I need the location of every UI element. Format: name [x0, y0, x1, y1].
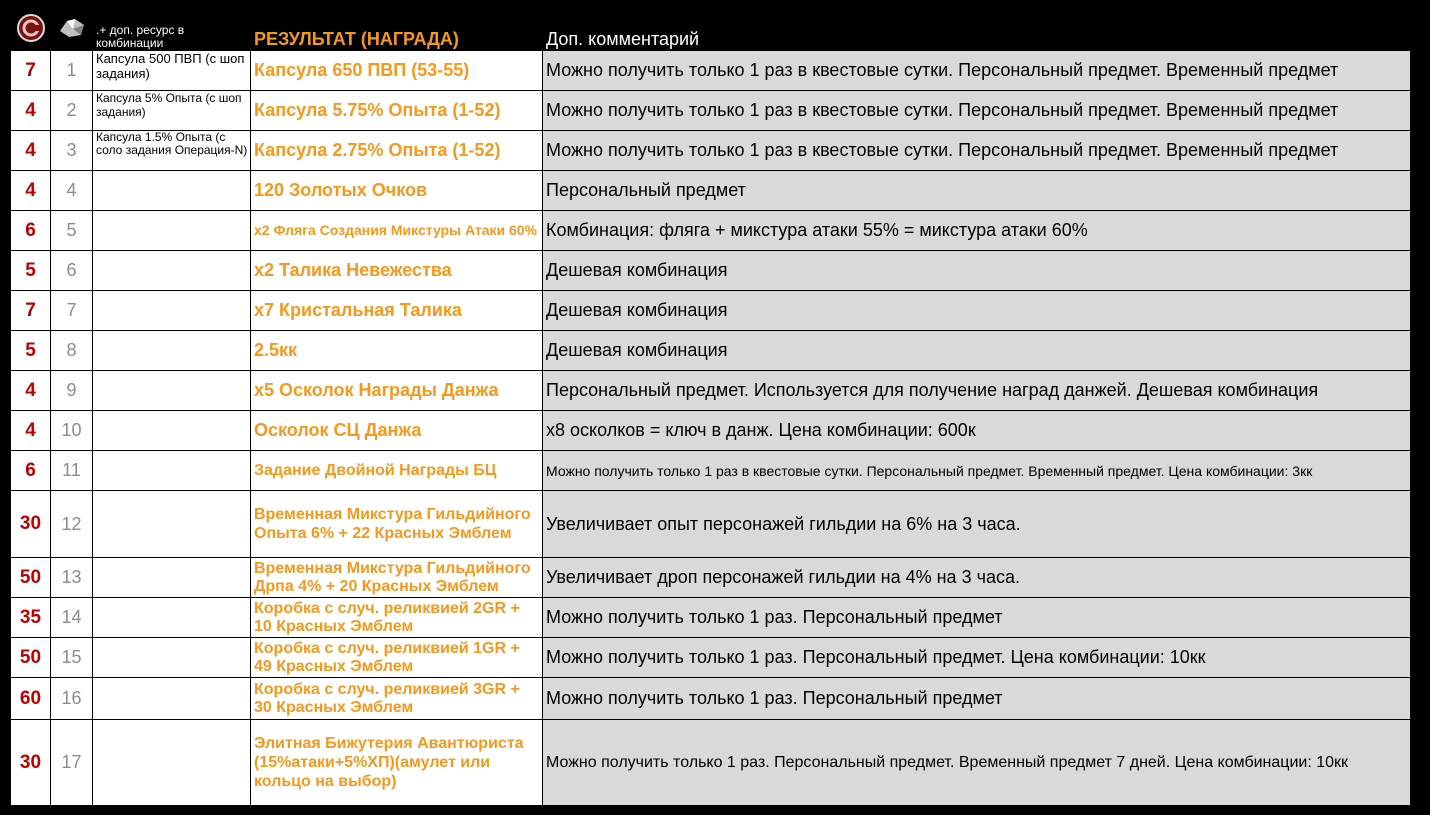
table-row — [11, 251, 1411, 291]
reward-cell: Осколок СЦ Данжа — [251, 411, 543, 451]
cost-cell: 30 — [11, 720, 51, 806]
index-cell: 14 — [51, 598, 93, 638]
cost-cell: 30 — [11, 491, 51, 558]
extra-resource-cell — [93, 171, 251, 211]
comment-cell: Увеличивает дроп персонажей гильдии на 4% на 3 часа. — [543, 558, 1411, 598]
index-cell: 6 — [51, 251, 93, 291]
comment-cell: Можно получить только 1 раз. Персональный предмет — [543, 678, 1411, 720]
reward-cell: x2 Фляга Создания Микстуры Атаки 60% — [251, 211, 543, 251]
comment-cell: Можно получить только 1 раз в квестовые сутки. Персональный предмет. Временный предмет — [543, 91, 1411, 131]
extra-resource-cell: Капсула 5% Опыта (с шоп задания) — [93, 91, 251, 131]
extra-resource-cell: Капсула 500 ПВП (с шоп задания) — [93, 51, 251, 91]
table-row — [11, 638, 1411, 678]
extra-resource-cell: Капсула 1.5% Опыта (с соло задания Операция-N) — [93, 131, 251, 171]
index-cell: 17 — [51, 720, 93, 806]
cost-cell: 4 — [11, 171, 51, 211]
table-row — [11, 558, 1411, 598]
extra-resource-cell — [93, 720, 251, 806]
index-cell: 9 — [51, 371, 93, 411]
index-cell: 5 — [51, 211, 93, 251]
extra-resource-cell — [93, 558, 251, 598]
index-cell: 2 — [51, 91, 93, 131]
index-cell: 3 — [51, 131, 93, 171]
reward-cell: 120 Золотых Очков — [251, 171, 543, 211]
comment-cell: Дешевая комбинация — [543, 331, 1411, 371]
comment-cell: Персональный предмет — [543, 171, 1411, 211]
reward-cell: x2 Талика Невежества — [251, 251, 543, 291]
extra-resource-cell — [93, 491, 251, 558]
index-cell: 8 — [51, 331, 93, 371]
table-row — [11, 678, 1411, 720]
comment-cell: Можно получить только 1 раз в квестовые сутки. Персональный предмет. Временный предмет. Цена комбинации: 3кк — [543, 451, 1411, 491]
comment-cell: Дешевая комбинация — [543, 251, 1411, 291]
extra-resource-cell — [93, 291, 251, 331]
cost-cell: 4 — [11, 371, 51, 411]
crystal-icon — [51, 11, 93, 51]
extra-resource-cell — [93, 211, 251, 251]
table-row — [11, 598, 1411, 638]
table-row — [11, 51, 1411, 91]
header-row — [11, 11, 1411, 51]
reward-cell: Элитная Бижутерия Авантюриста (15%атаки+5%ХП)(амулет или кольцо на выбор) — [251, 720, 543, 806]
reward-cell: Коробка с случ. реликвией 3GR + 30 Красных Эмблем — [251, 678, 543, 720]
extra-resource-cell — [93, 451, 251, 491]
index-cell: 1 — [51, 51, 93, 91]
table-row — [11, 411, 1411, 451]
table-row — [11, 131, 1411, 171]
extra-resource-cell — [93, 678, 251, 720]
comment-cell: Дешевая комбинация — [543, 291, 1411, 331]
cost-cell: 35 — [11, 598, 51, 638]
comment-cell: Можно получить только 1 раз. Персональный предмет. Временный предмет 7 дней. Цена комбинации: 10кк — [543, 720, 1411, 806]
reward-cell: Задание Двойной Награды БЦ — [251, 451, 543, 491]
cost-cell: 4 — [11, 91, 51, 131]
comment-cell: Увеличивает опыт персонажей гильдии на 6% на 3 часа. — [543, 491, 1411, 558]
cost-cell: 4 — [11, 411, 51, 451]
index-cell: 13 — [51, 558, 93, 598]
cost-cell: 5 — [11, 331, 51, 371]
cost-cell: 7 — [11, 51, 51, 91]
comment-cell: Персональный предмет. Используется для получение наград данжей. Дешевая комбинация — [543, 371, 1411, 411]
cost-cell: 50 — [11, 558, 51, 598]
header-comment: Доп. комментарий — [543, 11, 1411, 51]
cost-cell: 50 — [11, 638, 51, 678]
rewards-table — [10, 10, 1411, 806]
index-cell: 10 — [51, 411, 93, 451]
table-row — [11, 91, 1411, 131]
extra-resource-cell — [93, 598, 251, 638]
index-cell: 15 — [51, 638, 93, 678]
comment-cell: Можно получить только 1 раз. Персональный предмет — [543, 598, 1411, 638]
reward-cell: Временная Микстура Гильдийного Дрпа 4% + 20 Красных Эмблем — [251, 558, 543, 598]
index-cell: 16 — [51, 678, 93, 720]
table-row — [11, 720, 1411, 806]
reward-cell: Коробка с случ. реликвией 2GR + 10 Красных Эмблем — [251, 598, 543, 638]
cost-cell: 4 — [11, 131, 51, 171]
reward-cell: x5 Осколок Награды Данжа — [251, 371, 543, 411]
index-cell: 11 — [51, 451, 93, 491]
reward-cell: Капсула 650 ПВП (53-55) — [251, 51, 543, 91]
reward-cell: Временная Микстура Гильдийного Опыта 6% + 22 Красных Эмблем — [251, 491, 543, 558]
table-row — [11, 451, 1411, 491]
table-row — [11, 291, 1411, 331]
reward-cell: Капсула 2.75% Опыта (1-52) — [251, 131, 543, 171]
cost-cell: 5 — [11, 251, 51, 291]
index-cell: 12 — [51, 491, 93, 558]
comment-cell: Можно получить только 1 раз. Персональный предмет. Цена комбинации: 10кк — [543, 638, 1411, 678]
table-row — [11, 371, 1411, 411]
reward-cell: Коробка с случ. реликвией 1GR + 49 Красных Эмблем — [251, 638, 543, 678]
comment-cell: Можно получить только 1 раз в квестовые сутки. Персональный предмет. Временный предмет — [543, 51, 1411, 91]
comment-cell: Можно получить только 1 раз в квестовые сутки. Персональный предмет. Временный предмет — [543, 131, 1411, 171]
reward-cell: Капсула 5.75% Опыта (1-52) — [251, 91, 543, 131]
index-cell: 4 — [51, 171, 93, 211]
comment-cell: Комбинация: фляга + микстура атаки 55% = микстура атаки 60% — [543, 211, 1411, 251]
reward-cell: 2.5кк — [251, 331, 543, 371]
extra-resource-cell — [93, 251, 251, 291]
extra-resource-cell — [93, 331, 251, 371]
medal-icon — [11, 11, 51, 51]
table-row — [11, 211, 1411, 251]
extra-resource-cell — [93, 371, 251, 411]
index-cell: 7 — [51, 291, 93, 331]
table-row — [11, 491, 1411, 558]
header-reward: РЕЗУЛЬТАТ (НАГРАДА) — [251, 11, 543, 51]
extra-resource-cell — [93, 638, 251, 678]
cost-cell: 7 — [11, 291, 51, 331]
extra-resource-cell — [93, 411, 251, 451]
table-row — [11, 331, 1411, 371]
cost-cell: 6 — [11, 211, 51, 251]
reward-cell: x7 Кристальная Талика — [251, 291, 543, 331]
header-extra-resource: .+ доп. ресурс в комбинации — [93, 11, 251, 51]
table-row — [11, 171, 1411, 211]
cost-cell: 60 — [11, 678, 51, 720]
cost-cell: 6 — [11, 451, 51, 491]
comment-cell: x8 осколков = ключ в данж. Цена комбинации: 600к — [543, 411, 1411, 451]
